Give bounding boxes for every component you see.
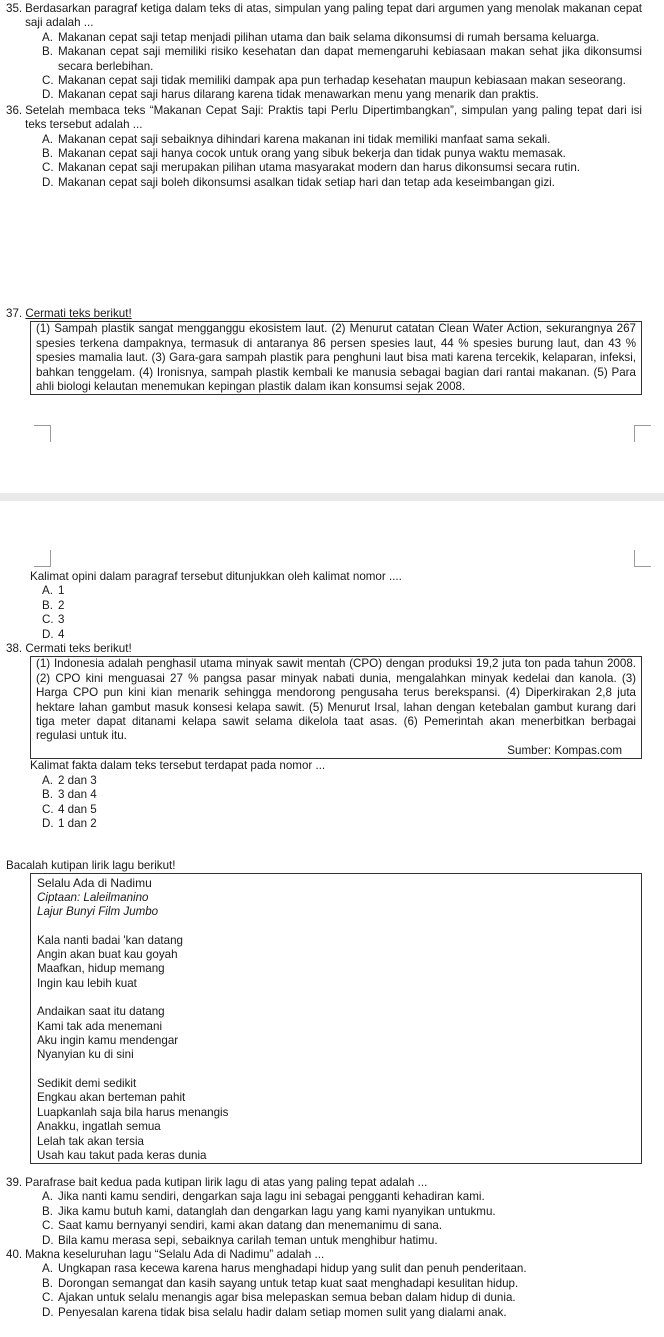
question-number: 37. bbox=[6, 307, 23, 320]
option-letter: C. bbox=[42, 74, 54, 88]
option-text: Bila kamu merasa sepi, sebaiknya carilah teman untuk menghibur hatimu. bbox=[58, 1233, 438, 1247]
question-number: 39. bbox=[6, 1176, 23, 1189]
heading-text: Cermati teks berikut! bbox=[25, 307, 132, 320]
question-text: Berdasarkan paragraf ketiga dalam teks di atas, simpulan yang paling tepat dari argumen yang menolak makanan cepat saji adalah ... bbox=[25, 2, 642, 30]
option-38-a[interactable] bbox=[0, 774, 664, 788]
option-letter: B. bbox=[42, 598, 53, 612]
option-text: Makanan cepat saji harus dilarang karena tidak menawarkan menu yang menarik dan praktis. bbox=[58, 88, 539, 102]
heading-text: Cermati teks berikut! bbox=[25, 642, 132, 656]
option-36-b[interactable] bbox=[0, 147, 664, 161]
question-text: Setelah membaca teks “Makanan Cepat Saji: Praktis tapi Perlu Dipertimbangkan”, simpulan yang paling tepat dari isi teks tersebut adalah ... bbox=[25, 103, 642, 132]
option-letter: A. bbox=[42, 584, 53, 598]
option-text: Makanan cepat saji memiliki risiko kesehatan dan dapat memengaruhi kebiasaan makan sehat jika dikonsumsi secara berlebihan. bbox=[58, 45, 642, 73]
question-37-heading bbox=[0, 307, 664, 321]
option-39-b[interactable] bbox=[0, 1205, 664, 1219]
option-text: Makanan cepat saji tidak memiliki dampak apa pun terhadap kesehatan maupun kebiasaan makan seseorang. bbox=[58, 74, 626, 88]
option-letter: D. bbox=[42, 1233, 54, 1247]
option-text: 3 dan 4 bbox=[58, 788, 97, 802]
option-text: Makanan cepat saji boleh dikonsumsi asalkan tidak setiap hari dan tetap ada keseimbangan gizi. bbox=[58, 175, 555, 189]
lyric-line: Angin akan buat kau goyah bbox=[37, 948, 178, 962]
question-number: 36. bbox=[6, 103, 23, 117]
option-40-d[interactable] bbox=[0, 1306, 664, 1320]
lyric-line: Aku ingin kamu mendengar bbox=[37, 1034, 179, 1048]
options-39 bbox=[0, 1190, 664, 1248]
question-36 bbox=[0, 104, 664, 133]
options-38 bbox=[0, 774, 664, 832]
option-36-c[interactable] bbox=[0, 161, 664, 175]
stanza-gap bbox=[37, 1063, 635, 1077]
option-35-a[interactable] bbox=[0, 31, 664, 45]
song-section bbox=[0, 859, 664, 1164]
lyric-line: Kala nanti badai 'kan datang bbox=[37, 933, 183, 947]
question-37-section bbox=[0, 307, 664, 395]
stanza-gap bbox=[37, 991, 635, 1005]
song-heading: Bacalah kutipan lirik lagu berikut! bbox=[6, 859, 176, 872]
question-39 bbox=[0, 1176, 664, 1190]
option-letter: C. bbox=[42, 161, 54, 175]
option-text: 3 bbox=[58, 613, 65, 627]
song-lyrics-box bbox=[30, 873, 642, 1164]
option-39-d[interactable] bbox=[0, 1234, 664, 1248]
option-35-b[interactable] bbox=[0, 45, 664, 74]
question-38-heading bbox=[0, 642, 664, 656]
option-letter: A. bbox=[42, 1262, 53, 1276]
option-38-b[interactable] bbox=[0, 788, 664, 802]
option-letter: D. bbox=[42, 175, 54, 189]
option-letter: B. bbox=[42, 1276, 53, 1290]
option-letter: A. bbox=[42, 30, 53, 44]
option-text: Jika kamu butuh kami, datanglah dan dengarkan lagu yang kami nyanyikan untukmu. bbox=[58, 1204, 496, 1218]
lyric-line: Anakku, ingatlah semua bbox=[37, 1120, 161, 1134]
option-text: Makanan cepat saji merupakan pilihan utama masyarakat modern dan harus dikonsumsi secara rutin. bbox=[58, 161, 580, 175]
question-35 bbox=[0, 2, 664, 31]
option-38-c[interactable] bbox=[0, 803, 664, 817]
question-number: 35. bbox=[6, 2, 23, 15]
question-37-38-section bbox=[0, 570, 664, 831]
question-text: Makna keseluruhan lagu “Selalu Ada di Nadimu” adalah ... bbox=[25, 1248, 325, 1262]
option-36-d[interactable] bbox=[0, 176, 664, 190]
stanza-2 bbox=[37, 1005, 635, 1063]
scan-corner-mark bbox=[634, 425, 651, 442]
option-text: 1 dan 2 bbox=[58, 816, 97, 830]
options-36 bbox=[0, 133, 664, 191]
option-35-c[interactable] bbox=[0, 74, 664, 88]
option-letter: C. bbox=[42, 802, 54, 816]
scan-corner-mark bbox=[634, 550, 651, 567]
option-letter: D. bbox=[42, 1305, 54, 1319]
lyric-line: Usah kau takut pada keras dunia bbox=[37, 1148, 207, 1162]
option-text: Saat kamu bernyanyi sendiri, kami akan datang dan menemanimu di sana. bbox=[58, 1219, 443, 1233]
option-text: 4 dan 5 bbox=[58, 802, 97, 816]
options-35 bbox=[0, 31, 664, 103]
stanza-1 bbox=[37, 934, 635, 992]
option-37-c[interactable] bbox=[0, 613, 664, 627]
passage-text: (1) Indonesia adalah penghasil utama minyak sawit mentah (CPO) dengan produksi 19,2 juta ton pada tahun 2008. (2) CPO kini menguasai 27 % pangsa pasar minyak nabati dunia, mengalahkan minyak kedelai dan kanola. (3) Harga CPO pun kini kian menarik sehingga mendorong pengusaha terus berekspansi. (4) Diperkirakan 2,8 juta hektare lahan gambut masuk konsesi kelapa sawit. (5) Menurut Irsal, lahan dengan ketebalan gambut kurang dari tiga meter dapat ditanami kelapa sawit selama dikelola taat asas. (6) Pemerintah akan menerbitkan berbagai regulasi untuk itu. bbox=[36, 657, 636, 743]
option-text: 2 dan 3 bbox=[58, 773, 97, 787]
option-letter: D. bbox=[42, 88, 54, 102]
stanza-gap bbox=[37, 920, 635, 934]
lyric-line: Kami tak ada menemani bbox=[37, 1019, 163, 1033]
passage-38-box bbox=[30, 656, 642, 759]
lyric-line: Sedikit demi sedikit bbox=[37, 1076, 137, 1090]
lyric-line: Luapkanlah saja bila harus menangis bbox=[37, 1105, 229, 1119]
lyric-line: Maafkan, hidup memang bbox=[37, 962, 165, 976]
lyric-line: Nyanyian ku di sini bbox=[37, 1048, 134, 1062]
option-40-a[interactable] bbox=[0, 1262, 664, 1276]
option-36-a[interactable] bbox=[0, 133, 664, 147]
passage-source: Sumber: Kompas.com bbox=[507, 743, 622, 757]
scan-corner-mark bbox=[34, 425, 51, 442]
option-letter: C. bbox=[42, 1291, 54, 1305]
option-40-b[interactable] bbox=[0, 1277, 664, 1291]
question-39-40-section bbox=[0, 1176, 664, 1320]
question-text: Parafrase bait kedua pada kutipan lirik lagu di atas yang paling tepat adalah ... bbox=[25, 1176, 428, 1189]
option-text: Penyesalan karena tidak bisa selalu hadir dalam setiap momen sulit yang dialami anak. bbox=[58, 1305, 507, 1319]
scan-corner-mark bbox=[34, 550, 51, 567]
song-film: Lajur Bunyi Film Jumbo bbox=[37, 905, 159, 919]
option-37-b[interactable] bbox=[0, 599, 664, 613]
option-letter: C. bbox=[42, 613, 54, 627]
option-text: Ungkapan rasa kecewa karena harus menghadapi hidup yang sulit dan penuh penderitaan. bbox=[58, 1262, 527, 1276]
question-37-text: Kalimat opini dalam paragraf tersebut ditunjukkan oleh kalimat nomor .... bbox=[30, 570, 402, 583]
question-number: 38. bbox=[6, 642, 23, 656]
option-letter: D. bbox=[42, 627, 54, 641]
option-text: Makanan cepat saji sebaiknya dihindari karena makanan ini tidak memiliki manfaat sama sekali. bbox=[58, 132, 551, 146]
question-38-text: Kalimat fakta dalam teks tersebut terdapat pada nomor ... bbox=[30, 759, 326, 773]
option-text: 2 bbox=[58, 598, 65, 612]
option-35-d[interactable] bbox=[0, 88, 664, 102]
option-38-d[interactable] bbox=[0, 817, 664, 831]
option-text: 1 bbox=[58, 584, 65, 598]
options-40 bbox=[0, 1262, 664, 1320]
question-number: 40. bbox=[6, 1248, 23, 1262]
option-letter: C. bbox=[42, 1219, 54, 1233]
option-letter: B. bbox=[42, 788, 53, 802]
lyric-line: Ingin kau lebih kuat bbox=[37, 976, 137, 990]
option-37-a[interactable] bbox=[0, 584, 664, 598]
option-letter: B. bbox=[42, 147, 53, 161]
lyric-line: Lelah tak akan tersia bbox=[37, 1134, 144, 1148]
option-letter: A. bbox=[42, 773, 53, 787]
question-40 bbox=[0, 1248, 664, 1262]
option-40-c[interactable] bbox=[0, 1291, 664, 1305]
option-letter: A. bbox=[42, 1190, 53, 1204]
question-35-36-section bbox=[0, 2, 664, 190]
page-break-gap bbox=[0, 493, 664, 501]
option-letter: A. bbox=[42, 132, 53, 146]
stanza-3 bbox=[37, 1077, 635, 1163]
option-text: Jika nanti kamu sendiri, dengarkan saja lagu ini sebagai pengganti kehadiran kami. bbox=[58, 1190, 485, 1204]
option-letter: B. bbox=[42, 1204, 53, 1218]
option-letter: B. bbox=[42, 45, 53, 59]
passage-text: (1) Sampah plastik sangat mengganggu ekosistem laut. (2) Menurut catatan Clean Water Action, sekurangnya 267 spesies terkena dampaknya, termasuk di antaranya 86 persen spesies laut, 44 % spesies burung laut, dan 43 % spesies mamalia laut. (3) Gara-gara sampah plastik para penghuni laut bisa mati karena tercekik, kelaparan, infeksi, bahkan tenggelam. (4) Ironisnya, sampah plastik kembali ke manusia sebagai bagian dari rantai makanan. (5) Para ahli biologi kelautan menemukan kepingan plastik dalam ikan konsumsi sejak 2008. bbox=[36, 322, 636, 394]
option-text: Makanan cepat saji tetap menjadi pilihan utama dan baik selama dikonsumsi di rumah bersama keluarga. bbox=[58, 30, 600, 44]
option-text: 4 bbox=[58, 627, 65, 641]
lyric-line: Engkau akan berteman pahit bbox=[37, 1091, 186, 1105]
option-text: Makanan cepat saji hanya cocok untuk orang yang sibuk bekerja dan tidak punya waktu memasak. bbox=[58, 147, 566, 161]
lyric-line: Andaikan saat itu datang bbox=[37, 1005, 165, 1019]
passage-37-box bbox=[30, 321, 642, 395]
option-39-a[interactable] bbox=[0, 1190, 664, 1204]
option-text: Dorongan semangat dan kasih sayang untuk tetap kuat saat menghadapi kesulitan hidup. bbox=[58, 1276, 519, 1290]
option-letter: D. bbox=[42, 816, 54, 830]
option-39-c[interactable] bbox=[0, 1219, 664, 1233]
song-composer: Ciptaan: Laleilmanino bbox=[37, 890, 149, 904]
song-title: Selalu Ada di Nadimu bbox=[37, 876, 152, 891]
option-text: Ajakan untuk selalu menangis agar bisa melepaskan semua beban dalam hidup di dunia. bbox=[58, 1291, 516, 1305]
options-37 bbox=[0, 584, 664, 642]
option-37-d[interactable] bbox=[0, 628, 664, 642]
